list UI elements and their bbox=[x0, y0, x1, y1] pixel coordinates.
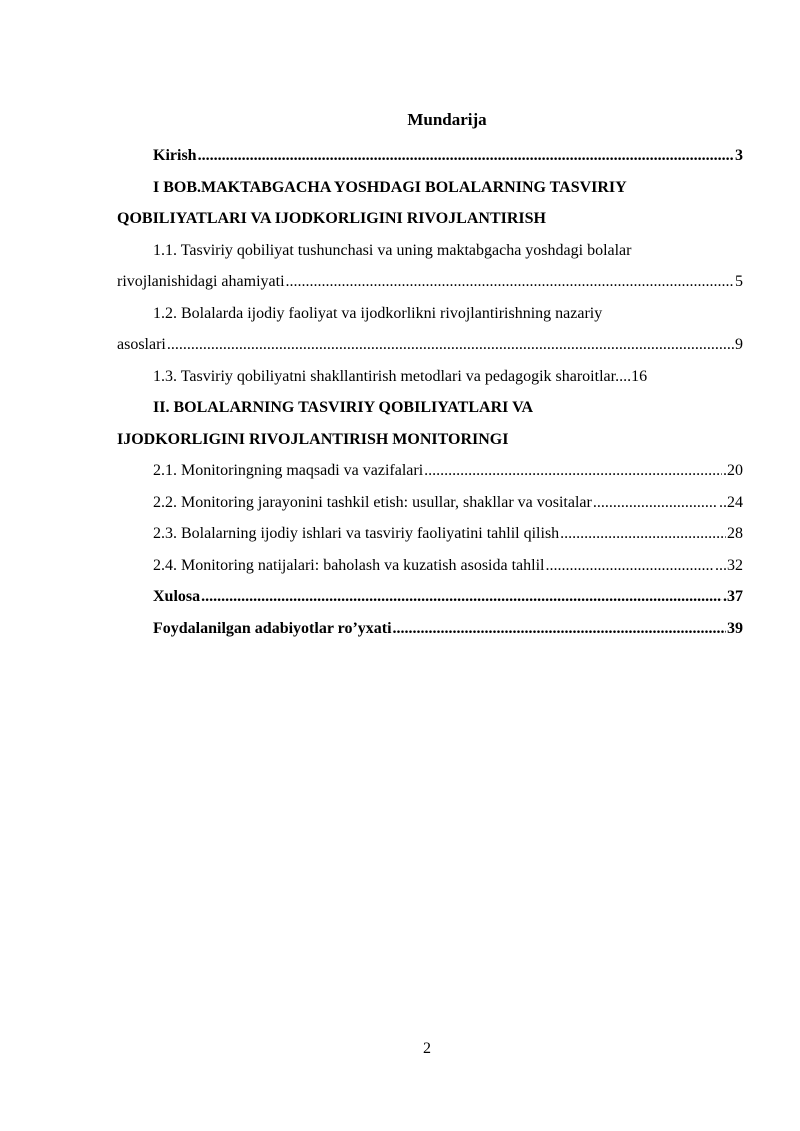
toc-entry-2-2[interactable] bbox=[117, 487, 743, 519]
toc-entry-1-1-line2[interactable] bbox=[117, 266, 743, 298]
toc-entry-kirish[interactable] bbox=[117, 140, 743, 172]
dot-leader bbox=[167, 329, 734, 361]
dot-leader bbox=[201, 581, 722, 613]
toc-page-number: .20 bbox=[723, 462, 743, 479]
toc-entry-text: Xulosa bbox=[153, 588, 201, 605]
toc-chapter-1-line2[interactable]: QOBILIYATLARI VA IJODKORLIGINI RIVOJLANTIRISH bbox=[117, 210, 546, 227]
toc-page-number: .37 bbox=[723, 588, 743, 605]
toc-entry-text: 1.3. Tasviriy qobiliyatni shakllantirish metodlari va pedagogik sharoitlar bbox=[153, 367, 616, 385]
dot-leader bbox=[424, 455, 722, 487]
toc-page-number: ....16 bbox=[615, 367, 648, 385]
toc-page-number: 28 bbox=[727, 525, 743, 542]
toc-entry-xulosa[interactable] bbox=[117, 581, 743, 613]
toc-page-number: 5 bbox=[735, 273, 743, 290]
toc-entry-text: rivojlanishidagi ahamiyati bbox=[117, 273, 285, 290]
toc-title: Mundarija bbox=[407, 110, 487, 129]
toc-chapter-2-line1[interactable]: II. BOLALARNING TASVIRIY QOBILIYATLARI VA bbox=[153, 399, 534, 416]
page-number: 2 bbox=[423, 1040, 431, 1057]
dot-leader bbox=[593, 487, 718, 519]
toc-page-number: ..24 bbox=[719, 493, 743, 511]
toc-chapter-1-line1[interactable]: I BOB.MAKTABGACHA YOSHDAGI BOLALARNING TASVIRIY bbox=[153, 178, 627, 196]
dot-leader bbox=[198, 140, 734, 172]
dot-leader bbox=[560, 518, 726, 550]
toc-chapter-2-line2[interactable]: IJODKORLIGINI RIVOJLANTIRISH MONITORINGI bbox=[117, 430, 509, 448]
toc-page-number: 9 bbox=[735, 336, 743, 353]
toc-entry-1-2-line2[interactable] bbox=[117, 329, 743, 361]
toc-entry-text: 2.1. Monitoringning maqsadi va vazifalari bbox=[153, 462, 424, 479]
toc-entry-text: asoslari bbox=[117, 336, 166, 353]
toc-page-number: 3 bbox=[735, 147, 743, 164]
toc-entry-text: 2.3. Bolalarning ijodiy ishlari va tasviriy faoliyatini tahlil qilish bbox=[153, 525, 560, 542]
toc-entry-text: Foydalanilgan adabiyotlar ro’yxati bbox=[153, 619, 392, 637]
dot-leader bbox=[545, 550, 714, 582]
toc-entry-2-1[interactable] bbox=[117, 455, 743, 487]
toc-entry-text: Kirish bbox=[153, 147, 197, 164]
dot-leader bbox=[286, 266, 734, 298]
toc-entry-1-3[interactable] bbox=[117, 361, 743, 393]
toc-entry-1-2-line1[interactable]: 1.2. Bolalarda ijodiy faoliyat va ijodkorlikni rivojlantirishning nazariy bbox=[153, 304, 603, 322]
toc-entry-adabiyotlar[interactable] bbox=[117, 613, 743, 645]
dot-leader bbox=[393, 613, 726, 645]
table-of-contents bbox=[117, 140, 743, 644]
toc-entry-1-1-line1[interactable]: 1.1. Tasviriy qobiliyat tushunchasi va uning maktabgacha yoshdagi bolalar bbox=[153, 241, 632, 259]
toc-page-number: 39 bbox=[727, 619, 743, 637]
toc-entry-text: 2.4. Monitoring natijalari: baholash va kuzatish asosida tahlil bbox=[153, 556, 545, 574]
toc-page-number: ...32 bbox=[715, 556, 743, 574]
toc-entry-2-4[interactable] bbox=[117, 550, 743, 582]
toc-entry-2-3[interactable] bbox=[117, 518, 743, 550]
toc-entry-text: 2.2. Monitoring jarayonini tashkil etish: usullar, shakllar va vositalar bbox=[153, 493, 592, 511]
